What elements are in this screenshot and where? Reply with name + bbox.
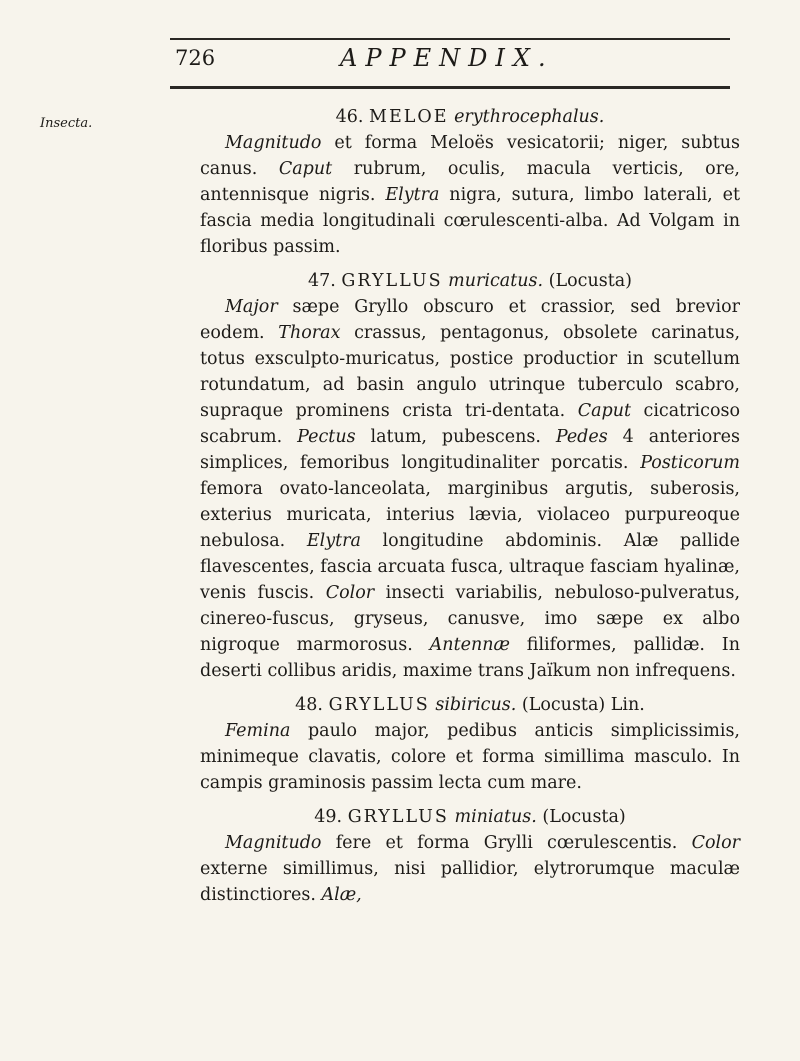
text-run: femora ovato-lanceolata, marginibus argutis, suberosis, exterius muricata, interius lævia, violaceo purpureoque nebulosa. [200, 479, 740, 551]
running-head: APPENDIX. [340, 44, 554, 72]
text-run: paulo major, pedibus anticis simplicissimis, minimeque clavatis, colore et forma simillima masculo. In campis graminosis passim lecta cum mare. [200, 721, 740, 793]
text-run: sæpe Gryllo obscuro et crassior, sed brevior eodem. [200, 297, 740, 343]
italic-term: Color [691, 833, 740, 853]
text-run: insecti variabilis, nebuloso-pulveratus, cinereo-fuscus, gryseus, canusve, imo sæpe ex albo nigroque marmorosus. [200, 583, 741, 655]
italic-term: Magnitudo [225, 133, 322, 153]
header-rule-bottom [170, 86, 730, 89]
text-run: et forma Meloës vesicatorii; niger, subtus canus. [200, 133, 740, 179]
italic-term: Color [325, 583, 375, 603]
text-run: latum, pubescens. [355, 427, 556, 447]
italic-term: Thorax [278, 323, 341, 343]
text-run: fere et forma Grylli cœrulescentis. [321, 833, 692, 853]
text-run: externe simillimus, nisi pallidior, elytrorumque maculæ distinctiores. [200, 859, 740, 905]
entry-text [200, 130, 740, 260]
text-run: longitudine abdominis. Alæ pallide flavescentes, fascia arcuata fusca, ultraque fasciam hyalinæ, venis fuscis. [200, 531, 740, 603]
entry-heading: 49. GRYLLUS miniatus. (Locusta) [314, 807, 626, 827]
italic-term: Alæ, [321, 885, 362, 905]
italic-term: Major [225, 297, 278, 317]
text-run: 4 anteriores simplices, femoribus longitudinaliter porcatis. [200, 427, 740, 473]
text-run: crassus, pentagonus, obsolete carinatus, totus exsculpto-muricatus, postice productior in scutellum rotundatum, ad basin angulo utrinque tuberculo scabro, supraque prominens crista tri-dentata. [200, 323, 741, 421]
entry-text [200, 294, 740, 684]
italic-term: Caput [278, 159, 333, 179]
text-run: filiformes, pallidæ. In deserti collibus aridis, maxime trans Jaïkum non infrequens. [200, 635, 740, 681]
italic-term: Elytra [385, 185, 440, 205]
italic-term: Elytra [306, 531, 361, 551]
italic-term: Pectus [297, 427, 356, 447]
text-run: cicatricoso scabrum. [200, 401, 741, 447]
margin-note: Insecta. [40, 116, 93, 131]
italic-term: Posticorum [640, 453, 740, 473]
page-body [200, 104, 740, 908]
text-run: nigra, sutura, limbo laterali, et fascia media longitudinali cœrulescenti-alba. Ad Volgam in floribus passim. [200, 185, 740, 257]
entry-heading: 48. GRYLLUS sibiricus. (Locusta) Lin. [295, 695, 645, 715]
entry-heading: 47. GRYLLUS muricatus. (Locusta) [307, 271, 633, 291]
italic-term: Magnitudo [225, 833, 322, 853]
italic-term: Caput [577, 401, 632, 421]
entry-heading: 46. MELOE erythrocephalus. [335, 107, 605, 127]
entry-49 [200, 804, 740, 908]
entry-48 [200, 692, 740, 796]
entry-47 [200, 268, 740, 684]
entry-46 [200, 104, 740, 260]
header-rule-top [170, 38, 730, 40]
entry-text [200, 718, 740, 796]
italic-term: Antennæ [429, 635, 510, 655]
entry-text [200, 830, 740, 908]
italic-term: Pedes [555, 427, 608, 447]
text-run: rubrum, oculis, macula verticis, ore, antennisque nigris. [200, 159, 740, 205]
italic-term: Femina [225, 721, 291, 741]
page-number: 726 [175, 46, 216, 70]
